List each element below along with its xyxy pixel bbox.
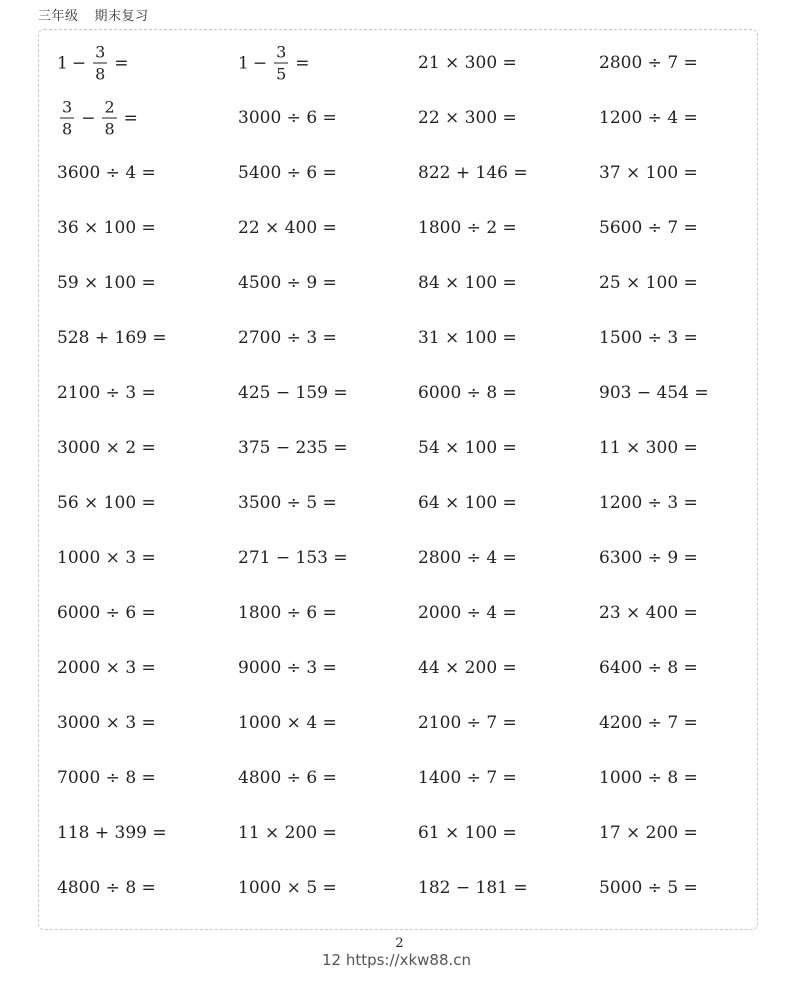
math-problem: 54 × 100 = xyxy=(418,438,517,458)
math-problem: 4800 ÷ 6 = xyxy=(238,768,337,788)
math-problem: 6000 ÷ 8 = xyxy=(418,383,517,403)
math-problem: 2700 ÷ 3 = xyxy=(238,328,337,348)
fraction xyxy=(102,98,116,139)
page-header xyxy=(38,5,149,24)
math-problem: 3000 × 2 = xyxy=(57,438,156,458)
math-problem: 3500 ÷ 5 = xyxy=(238,493,337,513)
math-problem: 6400 ÷ 8 = xyxy=(599,658,698,678)
math-problem: 1200 ÷ 4 = xyxy=(599,108,698,128)
math-problem: 5000 ÷ 5 = xyxy=(599,878,698,898)
math-problem xyxy=(238,43,314,84)
math-problem: 22 × 400 = xyxy=(238,218,337,238)
fraction-denominator: 5 xyxy=(276,64,287,84)
math-problem: 56 × 100 = xyxy=(57,493,156,513)
fraction-numerator: 2 xyxy=(104,97,115,117)
math-problem: 5400 ÷ 6 = xyxy=(238,163,337,183)
math-problem: 2800 ÷ 4 = xyxy=(418,548,517,568)
fraction-denominator: 8 xyxy=(62,119,73,139)
math-problem: 23 × 400 = xyxy=(599,603,698,623)
math-problem: 4500 ÷ 9 = xyxy=(238,273,337,293)
math-problem: 5600 ÷ 7 = xyxy=(599,218,698,238)
header-title: 期末复习 xyxy=(94,9,149,24)
math-problem: 2100 ÷ 7 = xyxy=(418,713,517,733)
math-problem xyxy=(57,98,142,139)
fraction-denominator: 8 xyxy=(104,119,115,139)
math-problem: 425 − 159 = xyxy=(238,383,348,403)
math-problem: 11 × 200 = xyxy=(238,823,337,843)
whole-number: 1 xyxy=(238,53,249,73)
math-problem: 2000 × 3 = xyxy=(57,658,156,678)
math-problem: 1000 × 5 = xyxy=(238,878,337,898)
operator: − xyxy=(81,108,96,128)
math-problem: 271 − 153 = xyxy=(238,548,348,568)
math-problem: 1500 ÷ 3 = xyxy=(599,328,698,348)
math-problem: 375 − 235 = xyxy=(238,438,348,458)
math-problem: 25 × 100 = xyxy=(599,273,698,293)
fraction-numerator: 3 xyxy=(276,42,287,62)
fraction-numerator: 3 xyxy=(62,97,73,117)
math-problem: 7000 ÷ 8 = xyxy=(57,768,156,788)
equals-sign: = xyxy=(123,108,138,128)
math-problem: 1400 ÷ 7 = xyxy=(418,768,517,788)
math-problem: 84 × 100 = xyxy=(418,273,517,293)
operator: − xyxy=(71,53,87,73)
fraction-numerator: 3 xyxy=(95,42,106,62)
math-problem: 59 × 100 = xyxy=(57,273,156,293)
whole-number: 1 xyxy=(57,53,68,73)
math-problem: 36 × 100 = xyxy=(57,218,156,238)
math-problem: 4800 ÷ 8 = xyxy=(57,878,156,898)
math-problem: 4200 ÷ 7 = xyxy=(599,713,698,733)
math-problem: 118 + 399 = xyxy=(57,823,167,843)
math-problem: 3600 ÷ 4 = xyxy=(57,163,156,183)
math-problem: 182 − 181 = xyxy=(418,878,528,898)
math-problem: 1200 ÷ 3 = xyxy=(599,493,698,513)
math-problem: 61 × 100 = xyxy=(418,823,517,843)
math-problem: 9000 ÷ 3 = xyxy=(238,658,337,678)
math-problem: 903 − 454 = xyxy=(599,383,709,403)
footer-url: 12 https://xkw88.cn xyxy=(321,951,472,969)
operator: − xyxy=(252,53,268,73)
math-problem: 2800 ÷ 7 = xyxy=(599,53,698,73)
math-problem: 1800 ÷ 6 = xyxy=(238,603,337,623)
math-problem: 6300 ÷ 9 = xyxy=(599,548,698,568)
math-problem: 44 × 200 = xyxy=(418,658,517,678)
math-problem xyxy=(57,43,133,84)
math-problem: 2000 ÷ 4 = xyxy=(418,603,517,623)
math-problem: 1000 ÷ 8 = xyxy=(599,768,698,788)
equals-sign: = xyxy=(114,53,129,73)
math-problem: 3000 × 3 = xyxy=(57,713,156,733)
grade-label: 三年级 xyxy=(38,9,79,24)
math-problem: 1000 × 4 = xyxy=(238,713,337,733)
fraction xyxy=(93,43,107,84)
fraction xyxy=(274,43,288,84)
math-problem: 528 + 169 = xyxy=(57,328,167,348)
page-number: 2 xyxy=(395,936,404,951)
fraction-denominator: 8 xyxy=(95,64,106,84)
math-problem: 37 × 100 = xyxy=(599,163,698,183)
math-problem: 6000 ÷ 6 = xyxy=(57,603,156,623)
math-problem: 22 × 300 = xyxy=(418,108,517,128)
math-problem: 1800 ÷ 2 = xyxy=(418,218,517,238)
math-problem: 17 × 200 = xyxy=(599,823,698,843)
math-problem: 3000 ÷ 6 = xyxy=(238,108,337,128)
math-problem: 31 × 100 = xyxy=(418,328,517,348)
math-problem: 822 + 146 = xyxy=(418,163,528,183)
math-problem: 64 × 100 = xyxy=(418,493,517,513)
math-problem: 1000 × 3 = xyxy=(57,548,156,568)
math-problem: 21 × 300 = xyxy=(418,53,517,73)
equals-sign: = xyxy=(295,53,310,73)
math-problem: 11 × 300 = xyxy=(599,438,698,458)
math-problem: 2100 ÷ 3 = xyxy=(57,383,156,403)
fraction xyxy=(60,98,74,139)
